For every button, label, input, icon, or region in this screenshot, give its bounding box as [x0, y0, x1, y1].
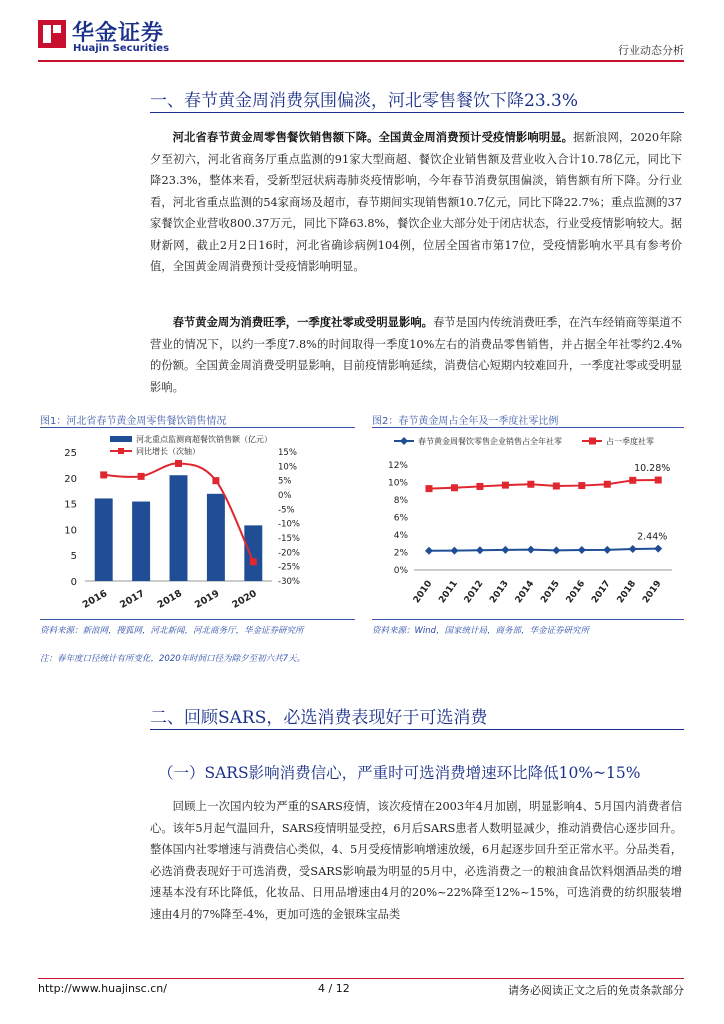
y-right-tick-label: -25% — [278, 562, 300, 573]
x-tick-label: 2012 — [462, 578, 486, 606]
figure1-bar-line-chart — [40, 430, 355, 612]
y-right-tick-label: -30% — [278, 577, 300, 587]
series2-point-2010 — [426, 485, 433, 492]
data-label-series2-2019: 10.28% — [634, 463, 671, 475]
x-tick-label: 2019 — [192, 588, 222, 611]
series1-point-2012 — [476, 546, 484, 554]
legend-line-marker — [118, 448, 124, 454]
growth-point-2018 — [175, 460, 182, 467]
series2-point-2011 — [451, 484, 458, 491]
y-tick-label: 10% — [387, 478, 408, 489]
series2-point-2018 — [629, 477, 636, 484]
y-right-tick-label: -15% — [278, 534, 300, 544]
x-tick-label: 2013 — [488, 578, 511, 606]
series1-point-2017 — [603, 546, 611, 554]
paragraph-1 — [150, 127, 682, 278]
section2-title: 二、回顾SARS，必选消费表现好于可选消费 — [150, 708, 488, 728]
x-tick-label: 2011 — [437, 578, 460, 606]
x-tick-label: 2015 — [539, 578, 562, 606]
y-right-tick-label: -10% — [278, 519, 300, 530]
x-tick-label: 2018 — [615, 578, 639, 606]
x-tick-label: 2017 — [118, 588, 147, 611]
paragraph-2-lead: 春节黄金周为消费旺季，一季度社零或受明显影响。 — [172, 315, 433, 329]
figure1-bottom-rule — [40, 619, 355, 620]
x-tick-label: 2016 — [80, 588, 110, 611]
legend-series2-marker — [589, 438, 596, 445]
figure1-note: 注：春年度口径统计有所变化，2020年时间口径为除夕至初六共7天。 — [40, 654, 306, 664]
section2-title-rule — [150, 729, 684, 730]
series2-point-2013 — [502, 482, 509, 489]
series1-point-2019 — [654, 545, 662, 553]
company-name-en: Huajin Securities — [73, 43, 170, 54]
legend-line-label: 同比增长（次轴） — [136, 447, 200, 456]
figure1-source: 资料来源：新浪网，搜狐网，河北新闻，河北商务厅，华金证券研究所 — [40, 626, 304, 636]
bar-2016 — [95, 498, 113, 581]
series-line-1 — [429, 549, 658, 551]
series2-point-2017 — [604, 481, 611, 488]
figure2-line-chart — [372, 430, 684, 612]
subsection-1-title: （一）SARS影响消费信心，严重时可选消费增速环比降低10%~15% — [158, 764, 641, 782]
figure2-title: 图2：春节黄金周占全年及一季度社零比例 — [372, 416, 559, 427]
figure2-title-rule — [372, 427, 684, 428]
legend-bar-swatch — [110, 436, 132, 442]
series1-point-2016 — [578, 546, 586, 554]
footer-divider — [38, 978, 684, 979]
y-left-tick-label: 5 — [70, 551, 77, 563]
series-line-2 — [429, 480, 658, 489]
legend-series1-label: 春节黄金周餐饮零售企业销售占全年社零 — [418, 437, 562, 446]
figure2-bottom-rule — [372, 619, 684, 620]
figure2-source: 资料来源：Wind，国家统计局，商务部，华金证券研究所 — [372, 626, 590, 636]
data-label-series1-2019: 2.44% — [637, 531, 668, 543]
growth-point-2016 — [100, 471, 107, 478]
series1-point-2015 — [552, 546, 560, 554]
series1-point-2018 — [629, 545, 637, 553]
series2-point-2012 — [476, 483, 483, 490]
growth-point-2020 — [250, 558, 257, 565]
y-right-tick-label: -20% — [278, 548, 300, 559]
series2-point-2016 — [578, 482, 585, 489]
y-left-tick-label: 25 — [64, 448, 77, 459]
x-tick-label: 2020 — [230, 588, 259, 611]
x-tick-label: 2014 — [513, 578, 537, 606]
series1-point-2013 — [501, 546, 509, 554]
footer-disclaimer: 请务必阅读正文之后的免责条款部分 — [508, 984, 684, 997]
paragraph-1-lead: 河北省春节黄金周零售餐饮销售额下降。全国黄金周消费预计受疫情影响明显。 — [172, 130, 574, 144]
section1-title: 一、春节黄金周消费氛围偏淡，河北零售餐饮下降23.3% — [150, 91, 579, 111]
paragraph-3: 回顾上一次国内较为严重的SARS疫情，该次疫情在2003年4月加剧，明显影响4、5月国内消费者信心。该年5月起气温回升，SARS疫情明显受控，6月后SARS患者人数明显减少，推动消费信心逐步回升。整体国内社零增速与消费信心类似，4、5月受疫情影响增速放缓，6月起逐步回升至正常水平。分品类看，必选消费表现好于可选消费，受SARS影响最为明显的5月中，必选消费之一的粮油食品饮料烟酒品类的增速基本没有环比降低，化妆品、日用品增速由4月的20%~22%降至12%~15%，可选消费的纺织服装增速由4月的7%降至-4%，更加可选的金银珠宝品类 — [150, 800, 682, 921]
huajin-logo-icon — [38, 20, 66, 48]
y-tick-label: 6% — [393, 513, 408, 524]
x-tick-label: 2017 — [590, 578, 613, 606]
y-tick-label: 2% — [393, 548, 408, 559]
x-tick-label: 2018 — [155, 588, 184, 611]
x-tick-label: 2010 — [411, 578, 435, 606]
growth-point-2017 — [138, 473, 145, 480]
legend-series1-marker — [400, 437, 408, 445]
series1-point-2014 — [527, 546, 535, 554]
page-number: 4 / 12 — [318, 982, 350, 995]
figure1-title-rule — [40, 427, 355, 428]
x-tick-label: 2019 — [641, 578, 664, 606]
footer-url-link[interactable]: http://www.huajinsc.cn/ — [38, 982, 167, 995]
paragraph-1-body: 据新浪网，2020年除夕至初六，河北省商务厅重点监测的91家大型商超、餐饮企业销售额及营业收入合计10.78亿元，同比下降23.3%，整体来看，受新型冠状病毒肺炎疫情影响，今年春节消费氛围偏淡，销售额有所下降。分行业看，河北省重点监测的54家商场及超市，春节期间实现销售额10.7亿元，同比下降22.7%；重点监测的37家餐饮企业营收800.37万元，同比下降63.8%，餐饮企业大部分处于闭店状态，行业受疫情影响较大。据财新网，截止2月2日16时，河北省确诊病例104例，位居全国省市第17位，受疫情影响水平具有参考价值，全国黄金周消费预计受疫情影响明显。 — [150, 131, 682, 273]
y-tick-label: 12% — [387, 461, 408, 471]
y-right-tick-label: 0% — [278, 491, 292, 501]
bar-2017 — [132, 502, 150, 581]
company-name-cn: 华金证券 — [72, 21, 165, 46]
y-right-tick-label: 15% — [278, 448, 297, 458]
series2-point-2014 — [527, 481, 534, 488]
y-left-tick-label: 0 — [70, 577, 77, 588]
section1-title-rule — [150, 112, 684, 113]
paragraph-2-body: 春节是国内传统消费旺季，在汽车经销商等渠道不营业的情况下，以约一季度7.8%的时间取得一季度10%左右的消费品零售销售，并占据全年社零约2.4%的份额。全国黄金周消费受明显影响，目前疫情影响延续，消费信心短期内较难回升，一季度社零或受明显影响。 — [150, 316, 682, 394]
bar-2020 — [244, 525, 262, 581]
y-left-tick-label: 20 — [64, 473, 77, 485]
paragraph-2 — [150, 312, 682, 398]
figure1-title: 图1：河北省春节黄金周零售餐饮销售情况 — [40, 416, 227, 427]
series1-point-2010 — [425, 547, 433, 555]
x-tick-label: 2016 — [564, 578, 588, 606]
series2-point-2015 — [553, 483, 560, 490]
y-tick-label: 0% — [393, 566, 408, 576]
y-tick-label: 8% — [393, 496, 408, 506]
y-right-tick-label: 5% — [278, 476, 292, 487]
bar-2019 — [207, 494, 225, 581]
header-divider — [38, 60, 684, 62]
y-right-tick-label: 10% — [278, 462, 297, 473]
series2-point-2019 — [655, 477, 662, 484]
bar-2018 — [170, 475, 188, 581]
y-left-tick-label: 10 — [64, 525, 77, 537]
y-right-tick-label: -5% — [278, 505, 295, 516]
y-tick-label: 4% — [393, 531, 408, 541]
growth-point-2019 — [212, 477, 219, 484]
report-type: 行业动态分析 — [618, 44, 684, 57]
legend-bar-label: 河北重点监测商超餐饮销售额（亿元） — [136, 435, 272, 444]
series1-point-2011 — [450, 547, 458, 555]
y-left-tick-label: 15 — [64, 499, 77, 511]
legend-series2-label: 占一季度社零 — [606, 437, 654, 446]
